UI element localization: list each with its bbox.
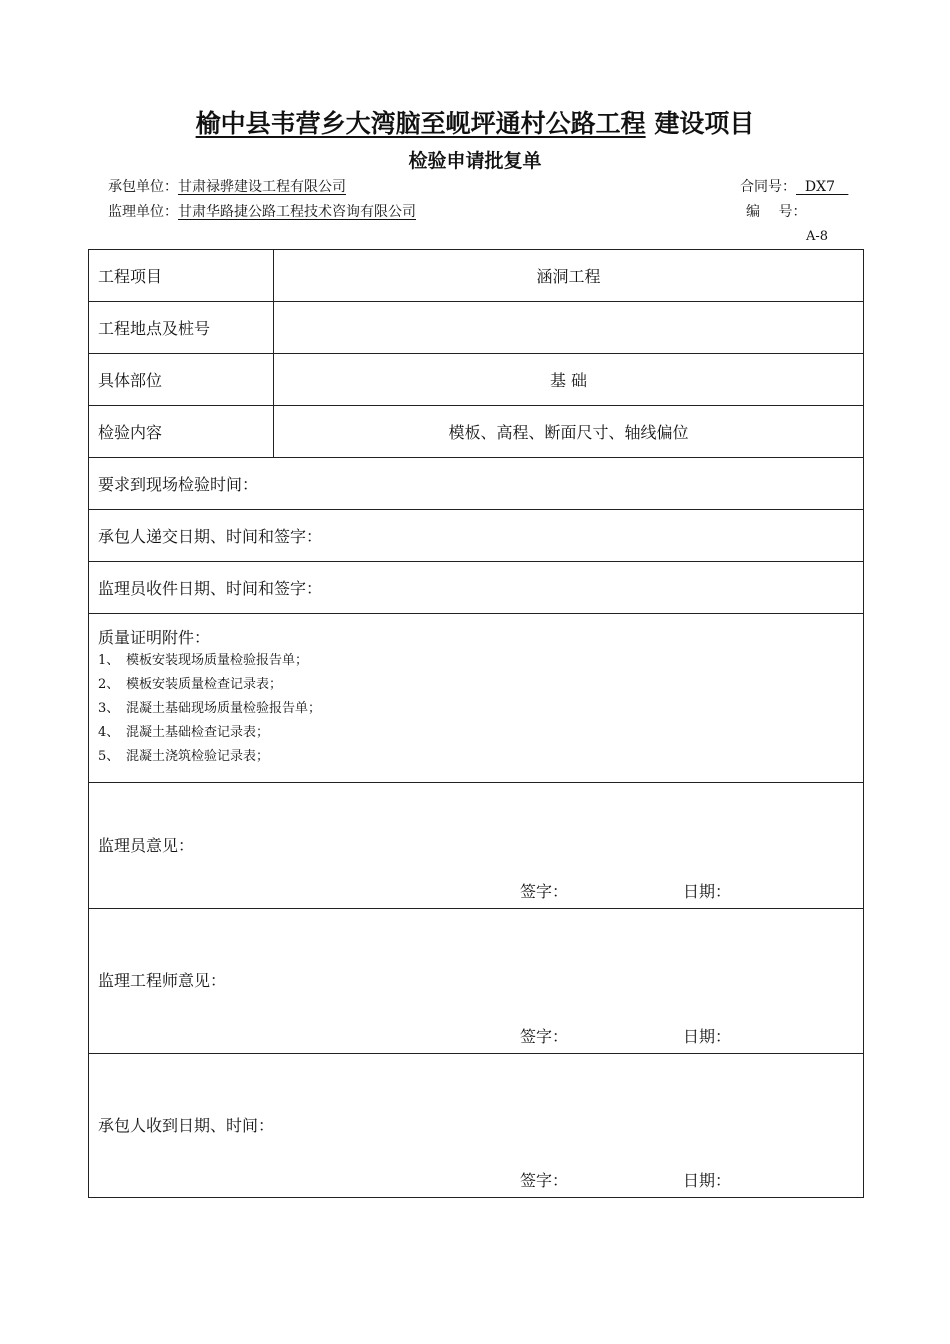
contractor-line xyxy=(108,176,346,198)
row-engineer-opinion xyxy=(89,909,864,1054)
engineer-opinion-label: 监理工程师意见： xyxy=(98,971,227,990)
attachment-item: 2、 模板安装质量检查记录表； xyxy=(98,677,283,692)
row-contractor-receipt xyxy=(89,1054,864,1198)
contract-no-line xyxy=(740,176,848,198)
submit-field[interactable]: 承包人递交日期、时间和签字： xyxy=(89,510,864,562)
contract-no-label: 合同号： xyxy=(740,179,796,195)
row-receive xyxy=(89,562,864,614)
supervisor-label: 监理单位： xyxy=(108,204,178,220)
location-value[interactable] xyxy=(274,302,864,354)
row-submit xyxy=(89,510,864,562)
receive-field[interactable]: 监理员收件日期、时间和签字： xyxy=(89,562,864,614)
row-inspector-opinion xyxy=(89,783,864,909)
engineer-sign-label: 签字： xyxy=(520,1027,569,1046)
engineer-opinion-field[interactable] xyxy=(89,909,864,1054)
page-title xyxy=(0,104,950,144)
contractor-value: 甘肃禄骅建设工程有限公司 xyxy=(178,179,346,195)
row-part xyxy=(89,354,864,406)
contractor-receipt-field[interactable] xyxy=(89,1054,864,1198)
contractor-sign-label: 签字： xyxy=(520,1171,569,1190)
row-project xyxy=(89,250,864,302)
content-label: 检验内容 xyxy=(89,406,274,458)
form-title: 检验申请批复单 xyxy=(408,150,542,172)
inspector-opinion-label: 监理员意见： xyxy=(98,835,195,855)
part-label: 具体部位 xyxy=(89,354,274,406)
row-content xyxy=(89,406,864,458)
attachment-item: 4、 混凝土基础检查记录表； xyxy=(98,725,270,740)
attachment-item: 3、 混凝土基础现场质量检验报告单； xyxy=(98,701,322,716)
form-code: A-8 xyxy=(806,229,829,244)
contractor-date-label: 日期： xyxy=(683,1171,732,1190)
attachments-title: 质量证明附件： xyxy=(98,628,211,647)
part-value[interactable]: 基 础 xyxy=(274,354,864,406)
contract-no-value: DX7 xyxy=(804,179,836,195)
application-form-table xyxy=(88,249,864,1198)
inspect-time-field[interactable]: 要求到现场检验时间： xyxy=(89,458,864,510)
inspector-opinion-field[interactable] xyxy=(89,783,864,909)
inspector-date-label: 日期： xyxy=(683,882,732,901)
attachments-cell xyxy=(89,614,864,783)
engineer-date-label: 日期： xyxy=(683,1027,732,1046)
contractor-label: 承包单位： xyxy=(108,179,178,195)
supervisor-value: 甘肃华路捷公路工程技术咨询有限公司 xyxy=(178,204,416,220)
project-name: 榆中县韦营乡大湾脑至岘坪通村公路工程 xyxy=(195,109,646,138)
contractor-receipt-label: 承包人收到日期、时间： xyxy=(98,1115,275,1135)
location-label: 工程地点及桩号 xyxy=(89,302,274,354)
attachment-item: 1、 模板安装现场质量检验报告单； xyxy=(98,653,309,668)
project-label: 工程项目 xyxy=(89,250,274,302)
row-inspect-time xyxy=(89,458,864,510)
row-attachments xyxy=(89,614,864,783)
content-value[interactable]: 模板、高程、断面尺寸、轴线偏位 xyxy=(274,406,864,458)
project-value[interactable]: 涵洞工程 xyxy=(274,250,864,302)
inspector-sign-label: 签字： xyxy=(520,882,569,901)
project-suffix: 建设项目 xyxy=(654,109,755,138)
serial-label: 编 号： xyxy=(746,204,807,220)
attachment-item: 5、 混凝土浇筑检验记录表； xyxy=(98,749,270,764)
supervisor-line xyxy=(108,201,416,223)
row-location xyxy=(89,302,864,354)
